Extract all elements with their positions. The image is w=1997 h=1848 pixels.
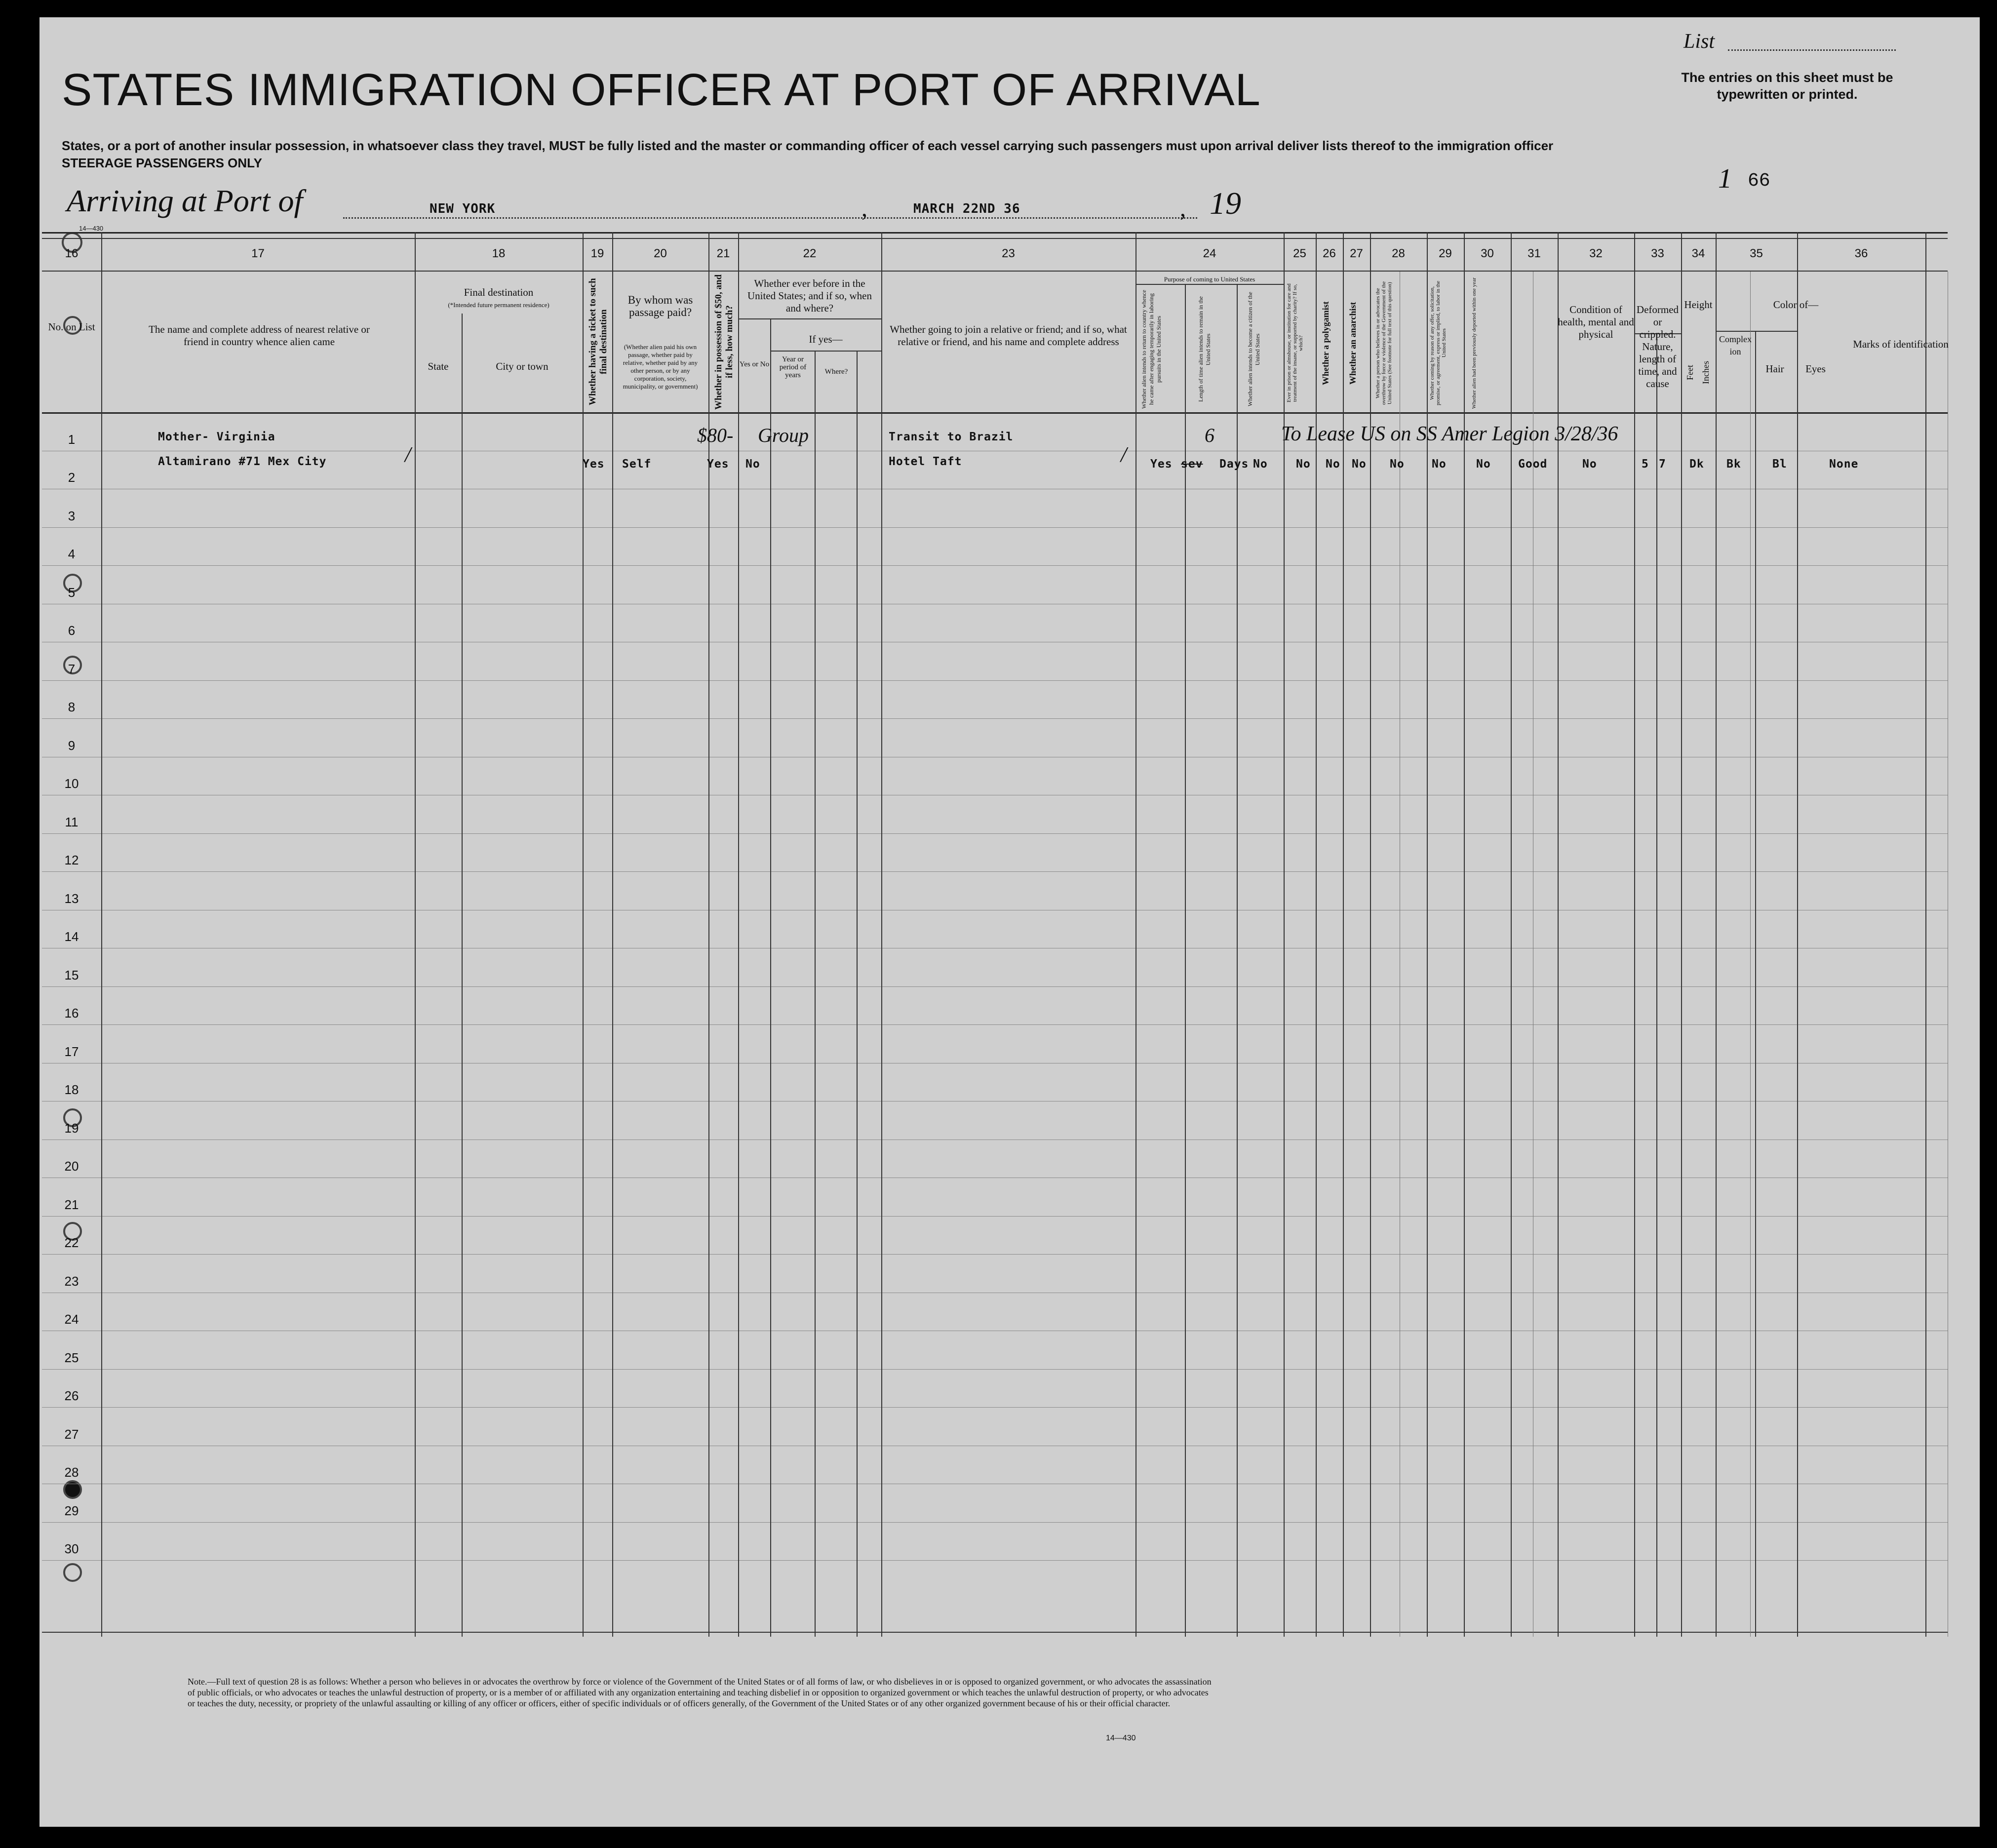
col-header-relative: The name and complete address of nearest relative or friend in country whence alien came	[149, 323, 370, 348]
header-bottom-line	[42, 412, 1948, 414]
stay-struck: sev	[1181, 458, 1203, 471]
col-divider	[612, 232, 613, 1637]
row-number: 16	[64, 1006, 79, 1021]
row-number: 23	[64, 1273, 79, 1289]
row-line	[42, 1560, 1948, 1561]
row-line	[42, 1254, 1948, 1255]
col-subdivider	[1656, 333, 1657, 1637]
stay-handwritten: 6	[1205, 424, 1214, 446]
row-line	[42, 1522, 1948, 1523]
row-number: 20	[64, 1159, 79, 1174]
col-header-polygamist: Whether a polygamist	[1321, 301, 1331, 385]
colnum: 28	[1392, 247, 1405, 260]
row-line	[42, 1369, 1948, 1370]
before-value: No	[745, 458, 760, 471]
colnum: 25	[1293, 247, 1306, 260]
col-divider	[738, 232, 739, 1637]
deported-value: No	[1476, 458, 1491, 471]
row-line	[42, 718, 1948, 719]
colnum: 26	[1323, 247, 1336, 260]
row-number: 2	[68, 470, 76, 485]
col-header-eyes: Eyes	[1805, 363, 1826, 375]
row-number: 9	[68, 738, 76, 753]
col-header-inches: Inches	[1701, 361, 1711, 385]
col-subdivider	[1755, 331, 1756, 1637]
footnote: Note.—Full text of question 28 is as follows: Whether a person who believes in or advocates the overthrow by force or violence of the Government of the United States or of all forms of law, or who disbelieves in or is opposed to organized government, or who advocates the assassination of public officials, or who advocates or teaches the unlawful destruction of property, or is a member of or affiliated with any organization entertaining and teaching disbelief in or opposition to organized government or which teaches the unlawful destruction of property, or who advocates or teaches the duty, necessity, or propriety of the unlawful assaulting or killing of any officer or officers, either of specific individuals or of officers generally, of the Government of the United States or of any other organized government because of his or their official character.	[188, 1677, 1212, 1708]
col-header-destination: Final destination	[464, 286, 534, 298]
col-subdivider	[815, 351, 816, 1637]
col-divider	[1716, 232, 1717, 1637]
prison-value: No	[1296, 458, 1311, 471]
deformed-value: No	[1582, 458, 1597, 471]
row-number: 8	[68, 700, 76, 714]
list-label: List	[1684, 30, 1715, 53]
purpose-mark: /	[1121, 442, 1127, 467]
col-header-purpose-a: Whether alien intends to return to country whence he came after engaging temporarily in laboring pursuits in the United States	[1140, 290, 1162, 409]
height-inches: 7	[1659, 458, 1666, 471]
row-number: 29	[64, 1503, 79, 1518]
row-number: 19	[64, 1120, 79, 1136]
row-line	[42, 871, 1948, 872]
arrival-year-label: 19	[1210, 186, 1241, 221]
col-header-ticket: Whether having a ticket to such final destination	[587, 278, 609, 406]
colnum: 16	[65, 247, 78, 260]
col-divider	[1681, 232, 1682, 1637]
col-header-marks: Marks of identification	[1853, 338, 1949, 350]
col-header-paid-by-sub: (Whether alien paid his own passage, whether paid by relative, whether paid by any other person, or by any corporation, society, municipality, or government)	[623, 343, 698, 390]
arrival-date: MARCH 22ND 36	[913, 201, 1020, 216]
col-divider	[101, 232, 102, 1637]
hair-value: Bk	[1726, 458, 1741, 471]
money-handwritten: $80-	[697, 424, 734, 446]
offer-value: No	[1432, 458, 1447, 471]
col-divider	[881, 232, 882, 1637]
row-line	[42, 986, 1948, 987]
row-number: 6	[68, 623, 76, 638]
col-subdivider	[1237, 284, 1238, 1637]
row-number: 21	[64, 1197, 79, 1212]
row-number: 7	[68, 661, 76, 676]
colnum: 34	[1691, 247, 1705, 260]
destination-mark: /	[405, 442, 411, 467]
col-header-deformed: Deformed or crippled. Nature, length of time, and cause	[1636, 304, 1679, 390]
money-value: Yes	[707, 458, 729, 471]
col-subdivider	[462, 314, 463, 1637]
departure-annotation: To Lease US on SS Amer Legion 3/28/36	[1281, 423, 1618, 445]
colnum: 35	[1750, 247, 1763, 260]
form-code: 14—430	[1106, 1734, 1136, 1742]
row-line	[42, 680, 1948, 681]
row-line	[42, 1407, 1948, 1408]
marks-value: None	[1829, 458, 1859, 471]
colnum-line	[42, 271, 1948, 272]
row-line	[42, 1024, 1948, 1025]
citizen-value: No	[1253, 458, 1268, 471]
col-header-deported: Whether alien had been previously deported within one year	[1471, 277, 1477, 409]
col-divider	[583, 232, 584, 1637]
col-header-anarchist: Whether an anarchist	[1348, 302, 1358, 385]
row-number: 10	[64, 776, 79, 791]
col-header-yesno: Yes or No	[739, 360, 770, 368]
table-top-line	[42, 232, 1948, 234]
row-line	[42, 565, 1948, 566]
col-header-money: Whether in possession of $50, and if less, how much?	[713, 274, 735, 410]
col-header-no: No. on List	[48, 321, 95, 333]
typewritten-note: The entries on this sheet must be typewritten or printed.	[1681, 70, 1893, 102]
col-header-height: Height	[1684, 299, 1713, 311]
row-number: 28	[64, 1465, 79, 1480]
col-subdivider	[1750, 272, 1751, 1637]
handwritten-stamp: 1	[1718, 163, 1732, 194]
colnum: 17	[251, 247, 265, 260]
col-header-offer: Whether coming by reason of any offer, solicitation, promise, or agreement, express or implied, to labor in the United States	[1429, 280, 1447, 406]
purpose-return: Yes	[1150, 458, 1173, 471]
table-bottom-line	[42, 1632, 1948, 1633]
health-value: Good	[1518, 458, 1548, 471]
colnum: 23	[1002, 247, 1015, 260]
overthrow-value: No	[1390, 458, 1405, 471]
join-line2: Hotel Taft	[889, 455, 962, 468]
col-header-purpose-c: Whether alien intends to become a citizen of the United States	[1247, 292, 1261, 407]
arrival-line	[343, 217, 1197, 219]
polygamist-value: No	[1326, 458, 1340, 471]
col-subdivider	[770, 318, 771, 1637]
col-subdivider	[857, 351, 858, 1637]
col-header-feet: Feet	[1685, 365, 1695, 381]
relative-name: Mother- Virginia	[158, 431, 275, 443]
row-number: 22	[64, 1235, 79, 1250]
row-number: 24	[64, 1312, 79, 1327]
before-handwritten: Group	[758, 424, 809, 446]
col-header-where: Where?	[824, 368, 848, 376]
col-subdivider	[1136, 284, 1284, 285]
row-number: 27	[64, 1426, 79, 1442]
row-number: 14	[64, 929, 79, 944]
row-number: 25	[64, 1350, 79, 1365]
col-header-state: State	[428, 360, 449, 372]
colnum: 22	[803, 247, 817, 260]
col-header-prison: Ever in prison or almshouse, or institution for care and treatment of the insane, or supported by charity? If so, which?	[1286, 283, 1304, 403]
anarchist-value: No	[1352, 458, 1367, 471]
row-number: 1	[68, 432, 76, 447]
form-code-top: 14—430	[79, 225, 104, 232]
complexion-value: Dk	[1689, 458, 1704, 471]
colnum: 32	[1589, 247, 1603, 260]
col-subdivider	[1185, 284, 1186, 1637]
arrival-label: Arriving at Port of	[67, 183, 303, 218]
col-header-overthrow: Whether a person who believes in or advocates the overthrow by force or violence of the Government of the United States (See footnote for full text of this question)	[1375, 281, 1393, 405]
col-header-before: Whether ever before in the United States; and if so, when and where?	[747, 277, 872, 314]
colnum: 18	[492, 247, 506, 260]
row-number: 26	[64, 1388, 79, 1403]
row-number: 4	[68, 547, 76, 561]
paid-by-value: Self	[622, 458, 652, 471]
col-subdivider	[1716, 331, 1797, 332]
page-stamp-number: 66	[1748, 170, 1770, 192]
row-line	[42, 1216, 1948, 1217]
col-header-purpose: Purpose of coming to United States	[1164, 275, 1255, 283]
colnum: 20	[654, 247, 667, 260]
ticket-value: Yes	[583, 458, 605, 471]
colnum: 31	[1527, 247, 1541, 260]
colnum: 21	[716, 247, 730, 260]
steerage-label: STEERAGE PASSENGERS ONLY	[62, 156, 262, 170]
colnum: 24	[1203, 247, 1216, 260]
stay-value: Days	[1219, 458, 1249, 471]
colnum: 30	[1481, 247, 1494, 260]
col-divider	[415, 232, 416, 1637]
col-header-years: Year or period of years	[779, 355, 807, 379]
table-top-line	[42, 238, 1948, 239]
colnum: 36	[1854, 247, 1868, 260]
row-number: 17	[64, 1044, 79, 1059]
height-feet: 5	[1642, 458, 1649, 471]
row-number: 18	[64, 1082, 79, 1097]
col-header-complexion: Complexion	[1719, 334, 1752, 356]
col-header-health: Condition of health, mental and physical	[1558, 304, 1634, 340]
row-line	[42, 527, 1948, 528]
col-header-paid-by: By whom was passage paid?	[627, 294, 693, 318]
col-header-purpose-b: Length of time alien intends to remain in the United States	[1197, 296, 1212, 402]
col-divider	[1634, 232, 1635, 1637]
col-subdivider	[738, 318, 881, 319]
col-header-join: Whether going to join a relative or friend; and if so, what relative or friend, and his name and complete address	[890, 323, 1127, 348]
col-header-ifyes: If yes—	[809, 333, 843, 345]
row-number: 30	[64, 1541, 79, 1556]
row-number: 5	[68, 585, 76, 600]
list-number-line	[1728, 49, 1896, 51]
colnum: 19	[590, 247, 604, 260]
arrival-comma: ,	[1180, 196, 1186, 222]
row-number: 13	[64, 891, 79, 906]
join-line1: Transit to Brazil	[889, 431, 1014, 443]
row-number: 15	[64, 967, 79, 983]
col-divider	[1797, 232, 1798, 1637]
col-divider	[1925, 232, 1926, 1637]
row-number: 11	[65, 814, 78, 829]
row-line	[42, 833, 1948, 834]
arrival-comma: ,	[861, 196, 867, 222]
col-header-hair: Hair	[1765, 363, 1784, 375]
col-header-destination-sub: (*Intended future permanent residence)	[448, 301, 549, 309]
arrival-port: NEW YORK	[430, 201, 496, 216]
relative-address: Altamirano #71 Mex City	[158, 455, 327, 468]
form-instructions: States, or a port of another insular possession, in whatsoever class they travel, MUST be fully listed and the master or commanding officer of each vessel carrying such passengers must upon arrival deliver lists thereof to the immigration officer	[62, 138, 1554, 153]
col-subdivider	[770, 351, 881, 352]
form-title: STATES IMMIGRATION OFFICER AT PORT OF ARRIVAL	[62, 65, 1261, 115]
row-number: 3	[68, 508, 76, 523]
col-header-color: Color of—	[1773, 299, 1819, 311]
colnum: 29	[1439, 247, 1452, 260]
colnum: 33	[1651, 247, 1664, 260]
eyes-value: Bl	[1772, 458, 1787, 471]
col-header-city: City or town	[496, 360, 548, 372]
colnum: 27	[1350, 247, 1363, 260]
row-number: 12	[64, 853, 79, 867]
